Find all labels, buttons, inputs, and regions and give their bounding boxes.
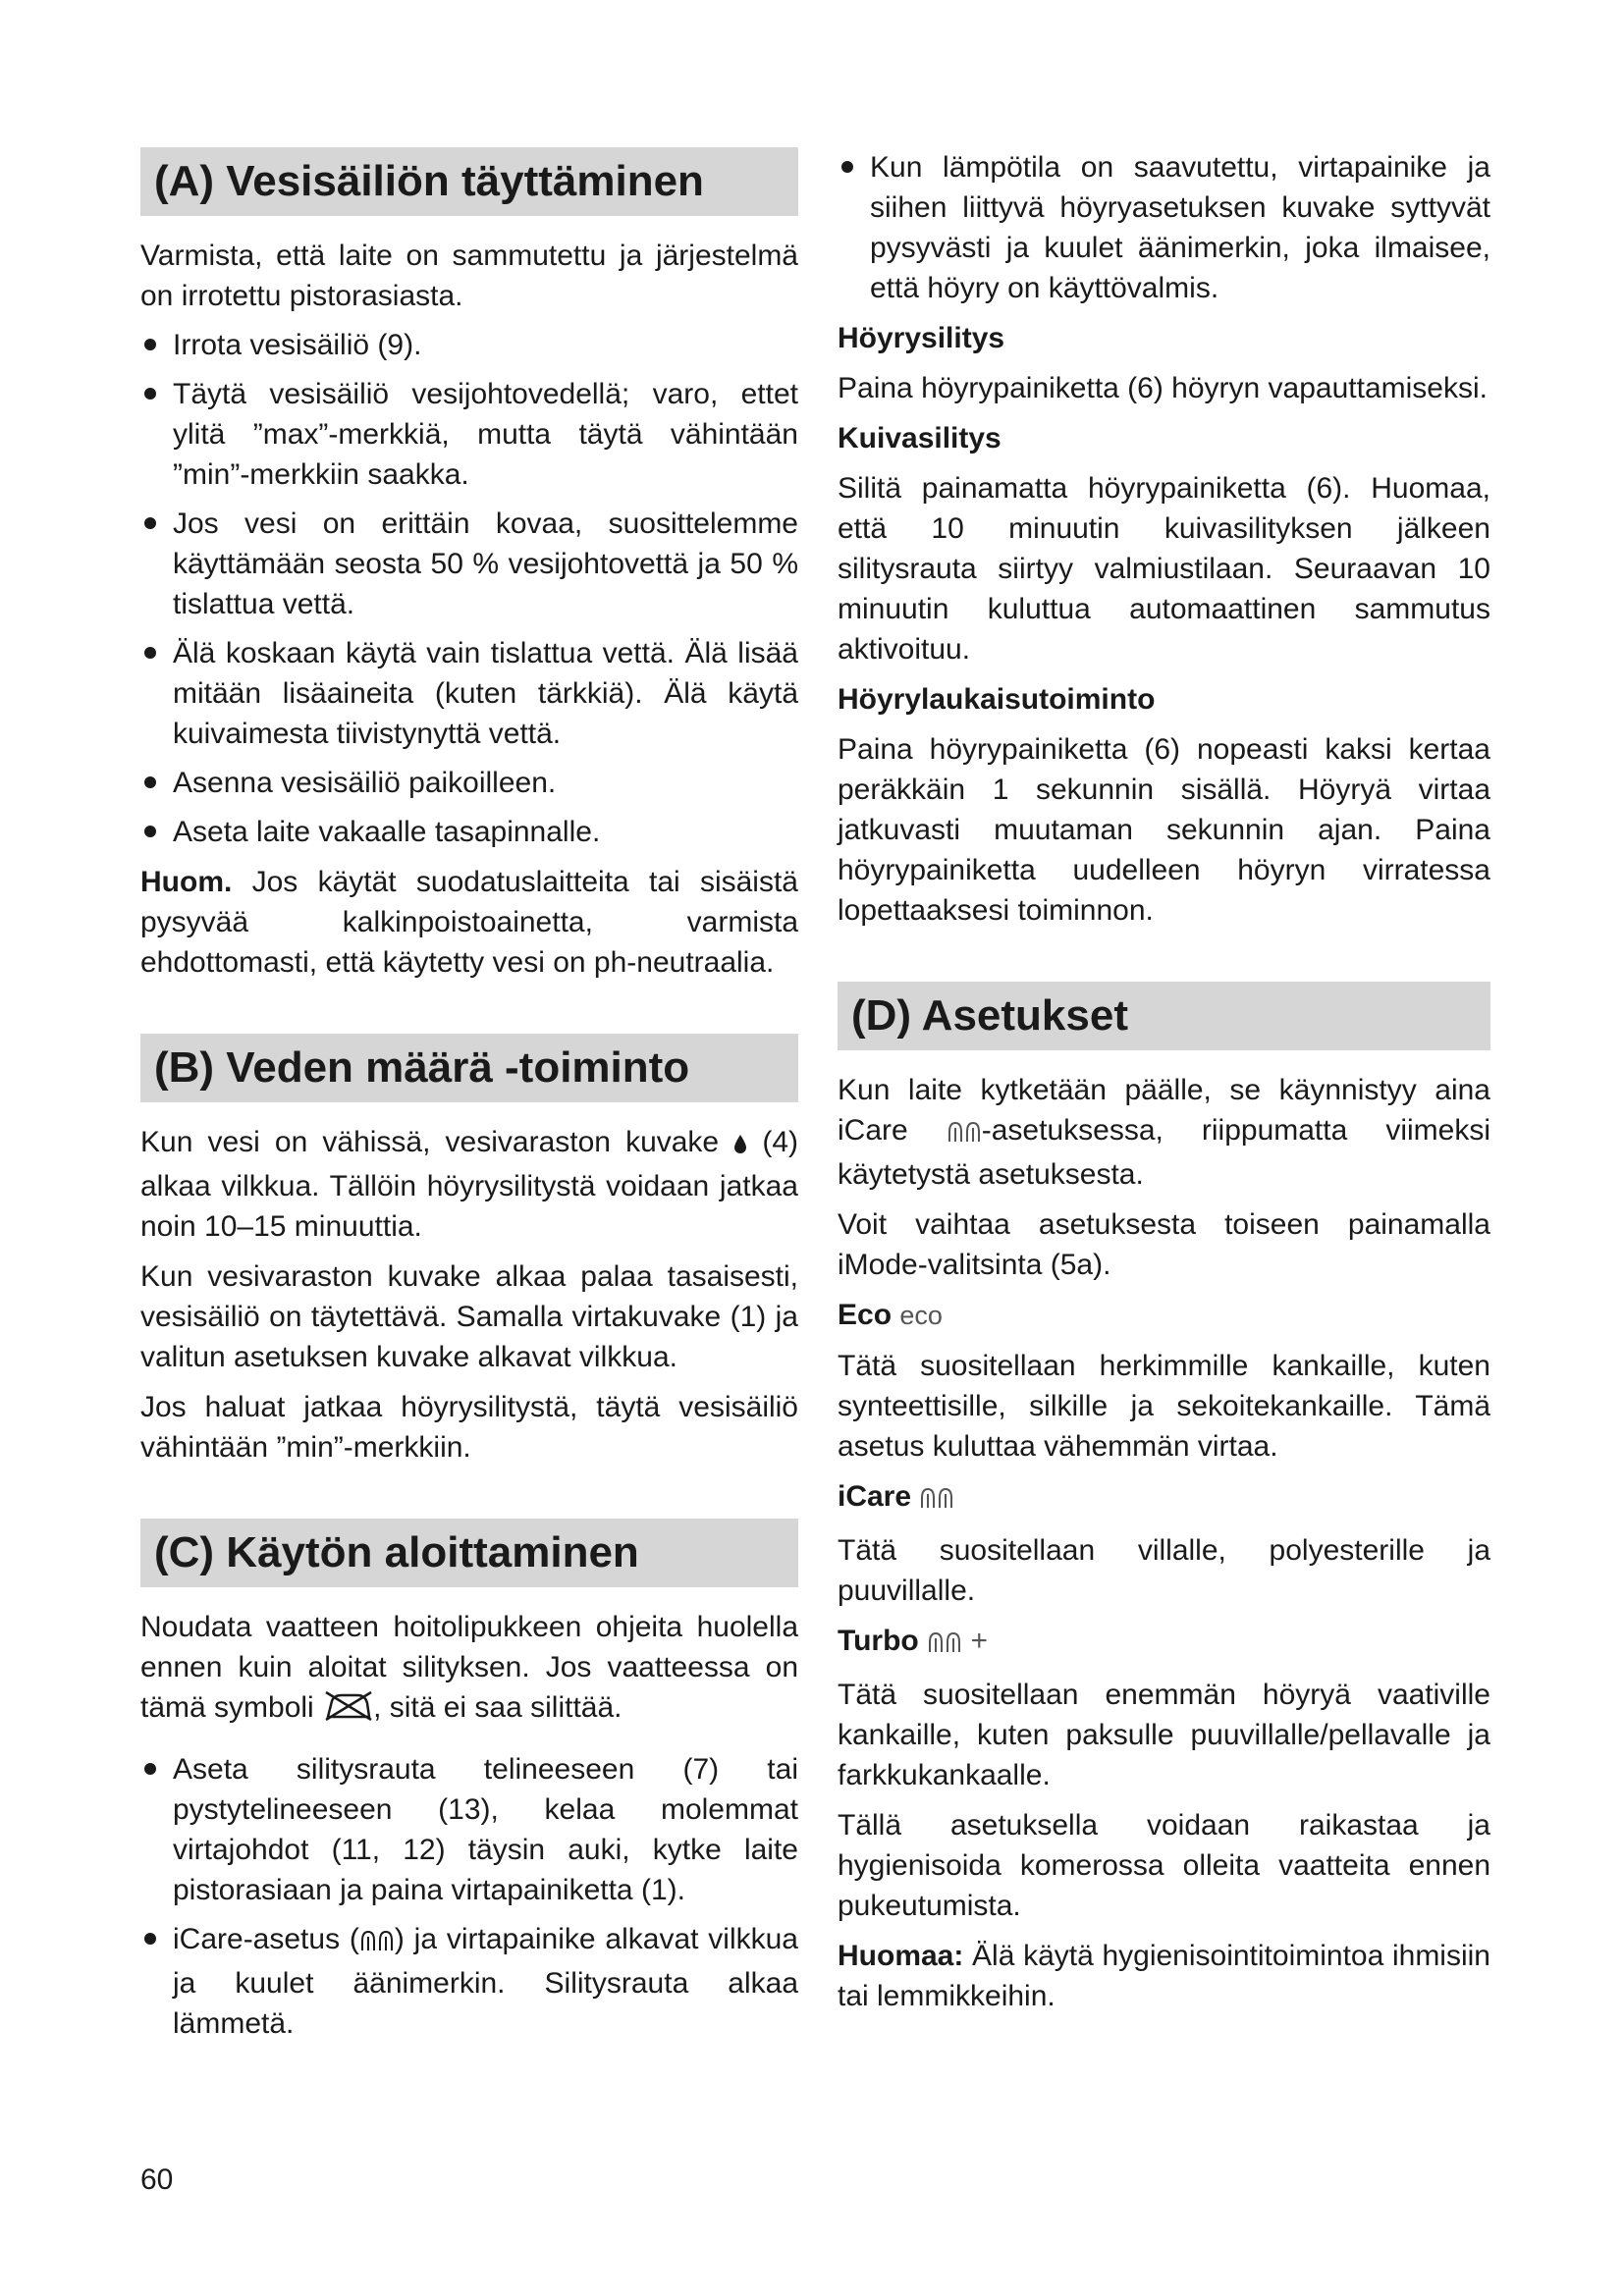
warning-label: Huomaa: xyxy=(838,1940,964,1972)
section-d-p1-text-a: Kun laite kytketään päälle, se käynnistyy aina iCare xyxy=(838,1074,1490,1147)
left-column xyxy=(140,147,798,2044)
section-c-list-continued xyxy=(838,147,1490,308)
list-item xyxy=(140,1749,798,1910)
steam-ironing-text: Paina höyrypainiketta (6) höyryn vapauttamiseksi. xyxy=(838,372,1488,404)
icare-icon xyxy=(947,1114,982,1154)
section-c-p1 xyxy=(140,1607,798,1732)
water-drop-icon xyxy=(733,1126,747,1166)
list-item-text: Täytä vesisäiliö vesijohtovedellä; varo, ettet ylitä ”max”-merkkiä, mutta täytä vähintään ”min”-merkkiin saakka. xyxy=(173,378,798,491)
warning-note xyxy=(838,1936,1490,2016)
list-item xyxy=(140,504,798,624)
section-b-p1-text-b: (4) alkaa vilkkua. Tällöin höyrysilitystä voidaan jatkaa noin 10–15 minuuttia. xyxy=(140,1126,798,1243)
turbo-heading xyxy=(838,1621,1490,1665)
icare-heading xyxy=(838,1476,1490,1521)
section-c-heading: (C) Käytön aloittaminen xyxy=(140,1519,798,1587)
section-b-p1-text-a: Kun vesi on vähissä, vesivaraston kuvake xyxy=(140,1126,734,1158)
bullet-icon xyxy=(144,776,156,788)
list-item xyxy=(140,633,798,754)
list-item xyxy=(838,147,1490,308)
section-d-p1-text-b: -asetuksessa, riippumatta viimeksi käytetystä asetuksesta. xyxy=(838,1114,1491,1191)
icare-text: Tätä suositellaan villalle, polyesterille ja puuvillalle. xyxy=(838,1534,1490,1607)
note-label: Huom. xyxy=(140,866,233,898)
list-item-text: Irrota vesisäiliö (9). xyxy=(173,329,422,361)
turbo-title: Turbo xyxy=(838,1625,919,1657)
turbo-icon xyxy=(927,1625,962,1665)
section-b-p2: Kun vesivaraston kuvake alkaa palaa tasaisesti, vesisäiliö on täytettävä. Samalla virtakuvake (1) ja valitun asetuksen kuvake alkavat vilkkua. xyxy=(140,1260,798,1373)
section-a-intro: Varmista, että laite on sammutettu ja järjestelmä on irrotettu pistorasiasta. xyxy=(140,240,798,312)
section-d-p1 xyxy=(838,1070,1490,1195)
list-item-text-b: ) ja virtapainike alkavat vilkkua ja kuulet äänimerkin. Silitysrauta alkaa lämmetä. xyxy=(173,1923,798,2040)
bullet-icon xyxy=(144,1933,156,1945)
turbo-text: Tätä suositellaan enemmän höyryä vaativille kankaille, kuten paksulle puuvillalle/pellavalle ja farkkukankaalle. xyxy=(838,1679,1490,1791)
warning-text: Älä käytä hygienisointitoimintoa ihmisiin tai lemmikkeihin. xyxy=(838,1940,1490,2012)
section-d-p2: Voit vaihtaa asetuksesta toiseen painamalla iMode-valitsinta (5a). xyxy=(838,1208,1490,1281)
bullet-icon xyxy=(144,339,156,350)
section-c-p1-text-a: Noudata vaatteen hoitolipukkeen ohjeita huolella ennen kuin aloitat silityksen. Jos vaatteessa on tämä symboli xyxy=(140,1611,798,1724)
icare-title: iCare xyxy=(838,1480,912,1513)
bullet-icon xyxy=(144,517,156,529)
list-item-text: Aseta laite vakaalle tasapinnalle. xyxy=(173,816,601,848)
bullet-icon xyxy=(144,1763,156,1775)
section-b-p1 xyxy=(140,1122,798,1247)
list-item xyxy=(140,763,798,803)
list-item xyxy=(140,325,798,365)
bullet-icon xyxy=(144,647,156,659)
section-a-heading: (A) Vesisäiliön täyttäminen xyxy=(140,147,798,216)
list-item-text: Aseta silitysrauta telineeseen (7) tai pystytelineeseen (13), kelaa molemmat virtajohdot (11, 12) täysin auki, kytke laite pistorasiaan ja paina virtapainiketta (1). xyxy=(173,1753,798,1906)
section-d-heading: (D) Asetukset xyxy=(838,982,1490,1050)
list-item xyxy=(140,812,798,852)
bullet-icon xyxy=(841,161,853,173)
icare-icon xyxy=(359,1923,395,1963)
list-item xyxy=(140,374,798,495)
bullet-icon xyxy=(144,388,156,400)
eco-icon: eco xyxy=(899,1301,943,1330)
note-text: Jos käytät suodatuslaitteita tai sisäistä pysyvää kalkinpoistoainetta, varmista ehdottomasti, että käytetty vesi on ph-neutraalia. xyxy=(140,866,798,979)
eco-title: Eco xyxy=(838,1299,893,1331)
eco-heading xyxy=(838,1295,1490,1336)
hygiene-text: Tällä asetuksella voidaan raikastaa ja hygienisoida komerossa olleita vaatteita ennen pukeutumista. xyxy=(838,1809,1490,1922)
section-c-p1-text-b: , sitä ei saa silittää. xyxy=(373,1691,623,1724)
list-item-text: Jos vesi on erittäin kovaa, suosittelemme käyttämään seosta 50 % vesijohtovettä ja 50 % tislattua vettä. xyxy=(173,507,798,620)
section-b-heading: (B) Veden määrä -toiminto xyxy=(140,1034,798,1102)
icare-icon xyxy=(919,1480,954,1521)
list-item-text: Älä koskaan käytä vain tislattua vettä. Älä lisää mitään lisäaineita (kuten tärkkiä). Älä käytä kuivaimesta tiivistynyttä vettä. xyxy=(173,637,798,750)
page-number: 60 xyxy=(140,2163,174,2196)
section-a-note xyxy=(140,862,798,983)
list-item-text: Kun lämpötila on saavutettu, virtapainike ja siihen liittyvä höyryasetuksen kuvake syttyvät pysyvästi ja kuulet äänimerkin, joka ilmaisee, että höyry on käyttövalmis. xyxy=(870,151,1490,304)
list-item xyxy=(140,1919,798,2044)
list-item-text: Asenna vesisäiliö paikoilleen. xyxy=(173,767,557,799)
turbo-plus: + xyxy=(970,1625,988,1657)
section-a-list xyxy=(140,325,798,852)
right-column xyxy=(838,147,1490,2016)
list-item-text-a: iCare-asetus ( xyxy=(173,1923,359,1955)
steam-burst-text: Paina höyrypainiketta (6) nopeasti kaksi kertaa peräkkäin 1 sekunnin sisällä. Höyryä virtaa jatkuvasti muutaman sekunnin ajan. Paina höyrypainiketta uudelleen höyryn virratessa lopettaaksesi toiminnon. xyxy=(838,733,1490,927)
section-c-list xyxy=(140,1749,798,2044)
dry-ironing-heading: Kuivasilitys xyxy=(838,422,1001,454)
eco-text: Tätä suositellaan herkimmille kankaille, kuten synteettisille, silkille ja sekoitekankaille. Tämä asetus kuluttaa vähemmän virtaa. xyxy=(838,1350,1490,1463)
bullet-icon xyxy=(144,826,156,837)
steam-ironing-heading: Höyrysilitys xyxy=(838,322,1005,354)
do-not-iron-icon xyxy=(322,1689,373,1732)
dry-ironing-text: Silitä painamatta höyrypainiketta (6). Huomaa, että 10 minuutin kuivasilityksen jälkeen silitysrauta siirtyy valmiustilaan. Seuraavan 10 minuutin kuluttua automaattinen sammutus aktivoituu. xyxy=(838,472,1490,666)
steam-burst-heading: Höyrylaukaisutoiminto xyxy=(838,683,1156,716)
section-b-p3: Jos haluat jatkaa höyrysilitystä, täytä vesisäiliö vähintään ”min”-merkkiin. xyxy=(140,1391,798,1464)
